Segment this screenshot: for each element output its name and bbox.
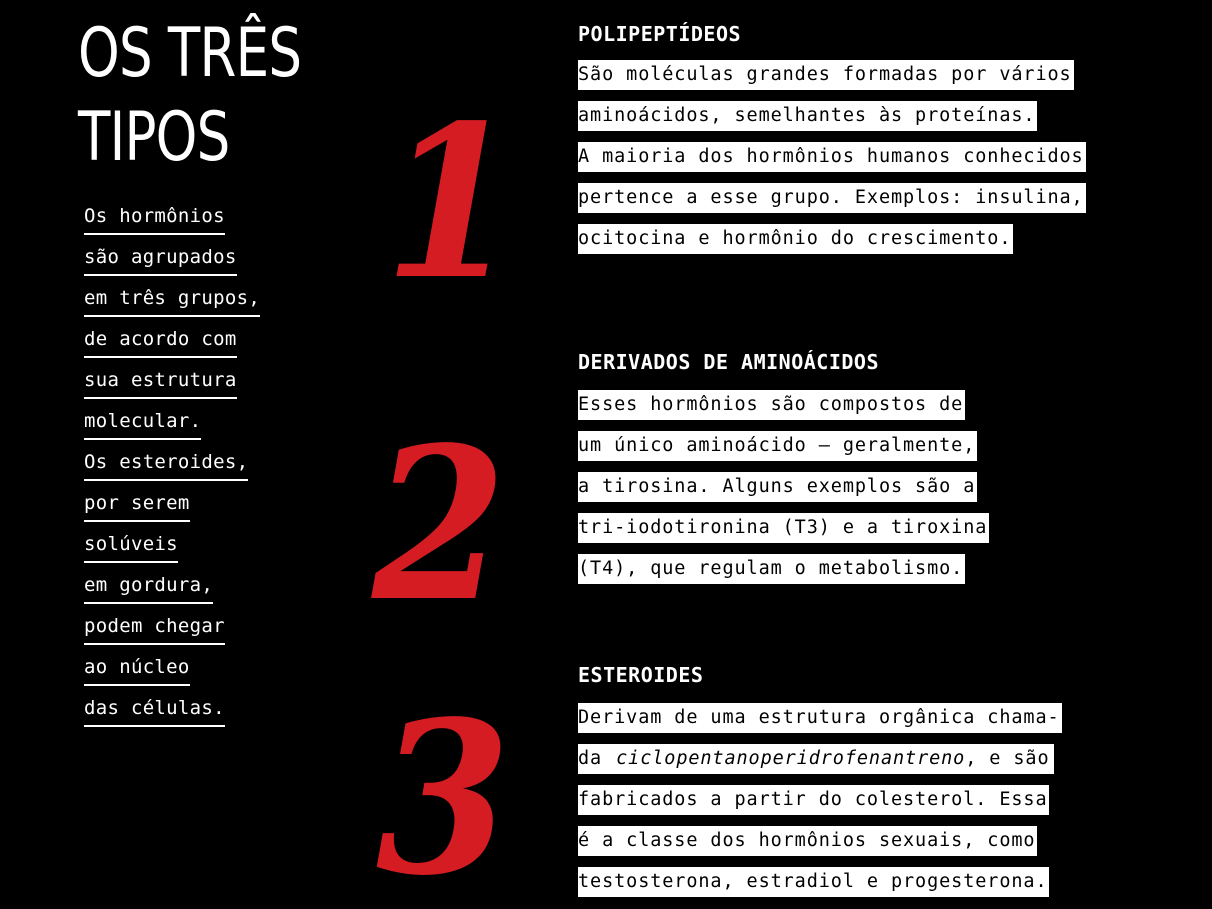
section-1-body <box>578 60 1086 265</box>
section-1-line: A maioria dos hormônios humanos conhecidos <box>578 142 1086 183</box>
section-2-number: 2 <box>372 401 507 648</box>
intro-line: de acordo com <box>84 323 260 364</box>
section-1-line: São moléculas grandes formadas por vários <box>578 60 1086 101</box>
section-1-line: pertence a esse grupo. Exemplos: insulina, <box>578 183 1086 224</box>
intro-line: Os esteroides, <box>84 446 260 487</box>
intro-line: molecular. <box>84 405 260 446</box>
section-2-line: Esses hormônios são compostos de <box>578 390 989 431</box>
intro-line: podem chegar <box>84 610 260 651</box>
intro-line: sua estrutura <box>84 364 260 405</box>
section-1-line: aminoácidos, semelhantes às proteínas. <box>578 101 1086 142</box>
intro-line: ao núcleo <box>84 651 260 692</box>
chemical-term: ciclopentanoperidrofenantreno <box>616 748 966 769</box>
section-2-line: um único aminoácido – geralmente, <box>578 431 989 472</box>
intro-line: em gordura, <box>84 569 260 610</box>
section-3-body <box>578 703 1062 908</box>
section-3-line: testosterona, estradiol e progesterona. <box>578 867 1062 908</box>
section-1-heading: POLIPEPTÍDEOS <box>578 22 742 46</box>
section-3-line: é a classe dos hormônios sexuais, como <box>578 826 1062 867</box>
section-2-body <box>578 390 989 595</box>
section-3-line <box>578 744 1062 785</box>
section-2-heading: DERIVADOS DE AMINOÁCIDOS <box>578 350 879 374</box>
intro-line: em três grupos, <box>84 282 260 323</box>
section-3-line-2: da ciclopentanoperidrofenantreno, e são <box>578 744 1054 774</box>
section-2-line: (T4), que regulam o metabolismo. <box>578 554 989 595</box>
title-line-2: TIPOS <box>78 98 230 177</box>
intro-line: por serem <box>84 487 260 528</box>
section-2-line: tri-iodotironina (T3) e a tiroxina <box>578 513 989 554</box>
intro-line: Os hormônios <box>84 200 260 241</box>
section-1-line: ocitocina e hormônio do crescimento. <box>578 224 1086 265</box>
title-line-1: OS TRÊS <box>78 14 302 93</box>
section-3-heading: ESTEROIDES <box>578 663 704 687</box>
section-2-line: a tirosina. Alguns exemplos são a <box>578 472 989 513</box>
section-3-line: Derivam de uma estrutura orgânica chama- <box>578 703 1062 744</box>
intro-line: solúveis <box>84 528 260 569</box>
section-3-number: 3 <box>376 675 511 909</box>
intro-text <box>84 200 260 733</box>
intro-line: das células. <box>84 692 260 733</box>
page-title <box>78 12 301 180</box>
intro-line: são agrupados <box>84 241 260 282</box>
section-3-line: fabricados a partir do colesterol. Essa <box>578 785 1062 826</box>
section-1-number: 1 <box>384 79 519 326</box>
